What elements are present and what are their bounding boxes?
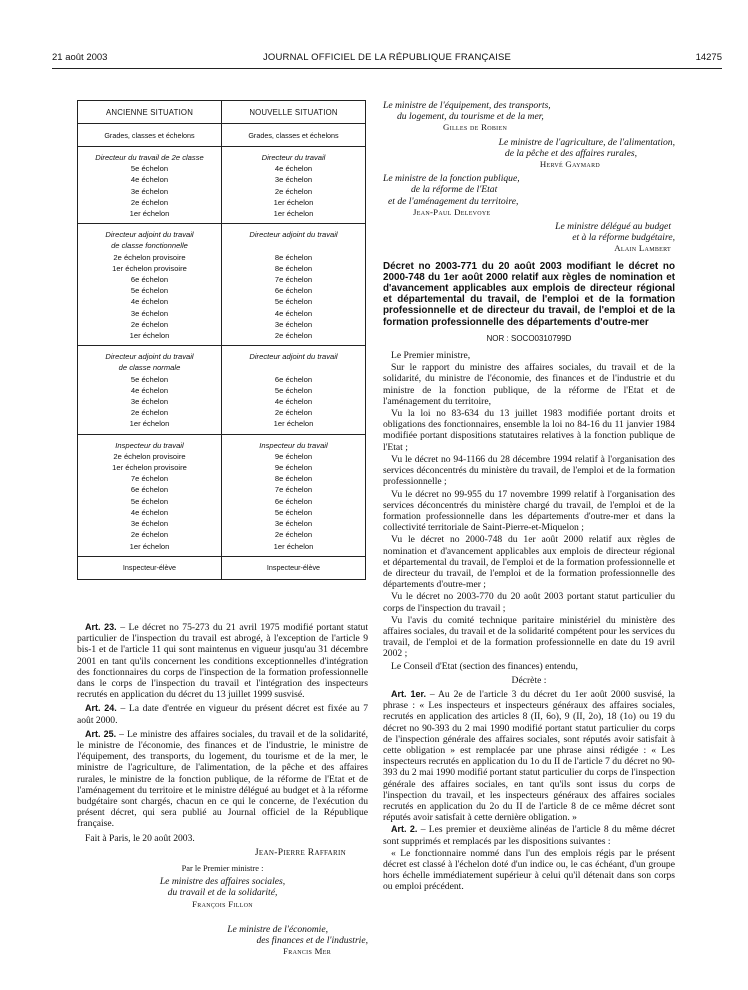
old-echelon: 1er échelon provisoire — [112, 263, 187, 273]
new-echelon: 5e échelon — [274, 507, 313, 517]
old-echelon: 2e échelon provisoire — [113, 252, 186, 262]
old-echelon: 7e échelon — [130, 474, 169, 484]
old-grade-cell — [78, 434, 222, 556]
old-grade-cell — [78, 346, 222, 434]
new-grade-title: Directeur adjoint du travail — [249, 230, 338, 240]
old-grade-title: Inspecteur du travail — [115, 440, 184, 450]
left-body-text — [77, 622, 368, 957]
premier-ministre-line: Le Premier ministre, — [391, 350, 471, 362]
minister-agriculture-title: Le ministre de l'agriculture, de l'alimentation, de la pêche et des affaires rurales, — [498, 136, 675, 159]
old-grade-cell — [78, 147, 222, 224]
new-echelon: 6e échelon — [274, 374, 313, 384]
signature-gaymard: Hervé Gaymard — [539, 159, 600, 170]
new-grade-cell — [222, 224, 366, 346]
new-echelon: 8e échelon — [274, 263, 313, 273]
minister-economy-title: Le ministre de l'économie, des finances et de l'industrie, — [227, 923, 368, 947]
new-echelon: 2e échelon — [274, 408, 313, 418]
signature-robien: Gilles de Robien — [443, 122, 508, 133]
new-echelon: 5e échelon — [274, 297, 313, 307]
header-date: 21 août 2003 — [52, 52, 108, 63]
old-echelon: 4e échelon — [130, 297, 169, 307]
new-echelon: 4e échelon — [274, 308, 313, 318]
old-grade-title-line2: de classe fonctionnelle — [111, 241, 188, 251]
old-echelon: 4e échelon — [130, 175, 169, 185]
article-25: Art. 25. – Le ministre des affaires sociales, du travail et de la solidarité, le ministre de l'économie, des finances et de l'industrie, le ministre de l'équipement, des transports, du logement, du tourisme et de la mer, le ministre de l'agriculture, de l'alimentation, de la pêche et des affaires rurales, le ministre de la fonction publique, de la réforme de l'Etat et de l'aménagement du territoire et le ministre délégué au budget et à la réforme budgétaire sont chargés, chacun en ce qui le concerne, de l'exécution du présent décret, qui sera publié au Journal officiel de la République française. — [77, 728, 368, 830]
table-header-row — [78, 101, 366, 124]
new-echelon: 4e échelon — [274, 397, 313, 407]
new-echelon: 1er échelon — [273, 209, 314, 219]
new-echelon: 3e échelon — [274, 175, 313, 185]
article-23: Art. 23. – Le décret no 75-273 du 21 avril 1975 modifié portant statut particulier de l'inspection du travail est abrogé, à l'exception de l'article 9 bis-1 et de l'article 11 qui sont maintenus en vigueur jusqu'au 31 décembre 2001 en tant qu'ils concernent les conditions exceptionnelles d'intégration des fonctionnaires du corps de l'inspection de la formation professionnelle dans le corps de l'inspection du travail et l'intégration des inspecteurs recrutés en application du décret du 13 juillet 1999 susvisé. — [77, 622, 368, 701]
article-24: Art. 24. – La date d'entrée en vigueur du présent décret est fixée au 7 août 2000. — [77, 703, 368, 726]
par-premier-ministre: Par le Premier ministre : — [181, 864, 264, 874]
page-header — [52, 52, 722, 66]
new-echelon: 7e échelon — [274, 275, 313, 285]
col2-subheader: Grades, classes et échelons — [222, 124, 366, 147]
new-echelon: 9e échelon — [274, 463, 313, 473]
new-grade-title: Directeur adjoint du travail — [249, 352, 338, 362]
table-row — [78, 346, 366, 434]
new-echelon: 2e échelon — [274, 530, 313, 540]
visa-paragraph: Vu la loi no 83-634 du 13 juillet 1983 modifiée portant droits et obligations des fonctionnaires, ensemble la loi no 84-16 du 11 janvier 1984 modifiée portant dispositions statutaires relatives à la fonction publique de l'Etat ; — [383, 408, 675, 453]
header-journal-title: JOURNAL OFFICIEL DE LA RÉPUBLIQUE FRANÇAISE — [262, 52, 512, 63]
old-echelon: 2e échelon provisoire — [113, 451, 186, 461]
table-subheader-row — [78, 124, 366, 147]
new-echelon: 6e échelon — [274, 496, 313, 506]
old-echelon: 5e échelon — [130, 374, 169, 384]
old-echelon: 2e échelon — [130, 197, 169, 207]
visa-paragraph: Vu le décret no 2003-770 du 20 août 2003 portant statut particulier du corps de l'inspection du travail ; — [383, 591, 675, 614]
new-echelon: 2e échelon — [274, 331, 313, 341]
new-echelon: 7e échelon — [274, 485, 313, 495]
old-echelon: 6e échelon — [130, 275, 169, 285]
fait-a-paris: Fait à Paris, le 20 août 2003. — [85, 832, 195, 844]
table-row — [78, 224, 366, 346]
col1-subheader: Grades, classes et échelons — [78, 124, 222, 147]
old-grade-title-line2: de classe normale — [118, 363, 181, 373]
new-echelon: 3e échelon — [274, 519, 313, 529]
new-echelon: 9e échelon — [274, 451, 313, 461]
new-grade-title: Directeur du travail — [261, 153, 326, 162]
new-echelon: 8e échelon — [274, 252, 313, 262]
old-echelon: 1er échelon — [129, 331, 170, 341]
new-echelon: 6e échelon — [274, 286, 313, 296]
decree-title: Décret no 2003-771 du 20 août 2003 modifiant le décret no 2000-748 du 1er août 2000 relatif aux règles de nomination et d'avancement applicables aux emplois de directeur régional et départemental du travail, de l'emploi et de la formation professionnelle et de directeur du travail, de l'emploi et de la formation professionnelle des départements d'outre-mer — [383, 260, 675, 328]
old-echelon: 2e échelon — [130, 530, 169, 540]
quoted-paragraph: « Le fonctionnaire nommé dans l'un des emplois régis par le présent décret est classé à l'échelon doté d'un indice ou, le cas échéant, d'un groupe hors échelle immédiatement supérieur à celui qu'il détenait dans son corps ou emploi précédent. — [383, 847, 675, 893]
new-grade-title: Inspecteur du travail — [259, 440, 328, 450]
old-echelon: 4e échelon — [130, 385, 169, 395]
minister-budget-title: Le ministre délégué au budget et à la réforme budgétaire, — [555, 221, 675, 244]
old-echelon: 5e échelon — [130, 496, 169, 506]
visa-paragraph: Le Conseil d'Etat (section des finances) entendu, — [391, 660, 578, 672]
article-2-label: Art. 2. — [391, 824, 418, 835]
old-grade-title: Directeur adjoint du travail — [105, 230, 194, 240]
article-1-label: Art. 1er. — [391, 688, 426, 699]
table-row — [78, 434, 366, 556]
article-23-label: Art. 23. — [85, 622, 117, 632]
old-echelon: 1er échelon — [129, 541, 170, 551]
header-page-number: 14275 — [695, 52, 722, 63]
new-echelon: 1er échelon — [273, 419, 314, 429]
article-25-label: Art. 25. — [85, 728, 117, 739]
old-grade-cell: Inspecteur-élève — [78, 556, 222, 579]
article-1: Art. 1er. – Au 2e de l'article 3 du décret du 1er août 2000 susvisé, la phrase : « Les inspecteurs et inspecteurs généraux des affaires sociales, recrutés en application des articles 8 (II, 6o), 9 (II, 2o), 18 (1o) ou 19 du décret no 90-393 du 2 mai 1990 modifié portant statut particulier du corps de l'inspection générale des affaires sociales, sont réputés avoir satisfait à cette obligation » est remplacée par une phrase ainsi rédigée : « Les inspecteurs recrutés en application du 1o du II de l'article 7 du décret no 90-393 du 2 mai 1990 modifié portant statut particulier du corps de l'inspection générale des affaires sociales, en tant qu'ils sont issus du corps de l'inspection du travail, et les inspecteurs généraux des affaires sociales recrutés en application du 2o du II de l'article 8 de ce même décret sont réputés avoir satisfait à cette dernière obligation. » — [383, 688, 675, 824]
signature-mer: Francis Mer — [283, 946, 331, 957]
old-grade-title: Directeur du travail de 2e classe — [95, 153, 204, 162]
table-row — [78, 556, 366, 579]
visa-paragraph: Vu l'avis du comité technique paritaire ministériel du ministère des affaires sociales, du travail et de la solidarité compétent pour les services du travail, de l'emploi et de la formation professionnelle en date du 19 avril 2002 ; — [383, 614, 675, 660]
new-echelon: 8e échelon — [274, 474, 313, 484]
new-echelon: 1er échelon — [273, 197, 314, 207]
old-grade-title: Directeur adjoint du travail — [105, 352, 194, 362]
new-echelon: 5e échelon — [274, 385, 313, 395]
old-echelon: 3e échelon — [130, 519, 169, 529]
header-rule — [52, 68, 722, 69]
minister-equipment-title: Le ministre de l'équipement, des transports, du logement, du tourisme et de la mer, — [383, 100, 551, 123]
old-echelon: 1er échelon provisoire — [112, 463, 187, 473]
old-echelon: 6e échelon — [130, 485, 169, 495]
old-echelon: 4e échelon — [130, 507, 169, 517]
minister-social-affairs-title: Le ministre des affaires sociales, du travail et de la solidarité, — [159, 876, 286, 899]
right-column — [383, 100, 675, 894]
signature-prime-minister: Jean-Pierre Raffarin — [254, 846, 346, 858]
article-24-label: Art. 24. — [85, 703, 117, 714]
signature-fillon: François Fillon — [192, 898, 253, 909]
visa-paragraph: Vu le décret no 94-1166 du 28 décembre 1994 relatif à l'organisation des services déconcentrés du ministère du travail, de l'emploi et de la formation professionnelle ; — [383, 453, 675, 488]
new-grade-cell — [222, 434, 366, 556]
decrete-line: Décrète : — [511, 674, 547, 686]
new-grade-cell: Inspecteur-élève — [222, 556, 366, 579]
nor-reference: NOR : SOCO0310799D — [486, 333, 572, 343]
minister-public-service-title: Le ministre de la fonction publique, de la réforme de l'Etat et de l'aménagement du territoire, — [383, 173, 520, 207]
col2-header: NOUVELLE SITUATION — [222, 101, 366, 124]
situation-table — [77, 100, 366, 580]
old-echelon: 3e échelon — [130, 397, 169, 407]
visa-paragraph: Vu le décret no 99-955 du 17 novembre 1999 relatif à l'organisation des services déconcentrés du ministère chargé du travail, de l'emploi et de la formation professionnelle dans les départements d'outre-mer et dans la collectivité territoriale de Saint-Pierre-et-Miquelon ; — [383, 488, 675, 534]
new-echelon: 1er échelon — [273, 541, 314, 551]
old-echelon: 1er échelon — [129, 419, 170, 429]
old-echelon: 5e échelon — [130, 164, 169, 174]
new-echelon: 3e échelon — [274, 319, 313, 329]
new-echelon: 2e échelon — [274, 186, 313, 196]
old-echelon: 1er échelon — [129, 209, 170, 219]
new-echelon: 4e échelon — [274, 164, 313, 174]
old-echelon: 2e échelon — [130, 408, 169, 418]
old-echelon: 5e échelon — [130, 286, 169, 296]
col1-header: ANCIENNE SITUATION — [78, 101, 222, 124]
new-grade-cell — [222, 147, 366, 224]
old-echelon: 2e échelon — [130, 319, 169, 329]
article-2: Art. 2. – Les premier et deuxième alinéas de l'article 8 du même décret sont supprimés et remplacés par les dispositions suivantes : — [383, 824, 675, 847]
table-row — [78, 147, 366, 224]
signature-lambert: Alain Lambert — [614, 243, 671, 254]
new-grade-cell — [222, 346, 366, 434]
visa-paragraph: Sur le rapport du ministre des affaires sociales, du travail et de la solidarité, du ministre de l'économie, des finances et de l'industrie et du ministre de la fonction publique, de la réforme de l'Etat et de l'aménagement du territoire, — [383, 362, 675, 407]
old-grade-cell — [78, 224, 222, 346]
old-echelon: 3e échelon — [130, 186, 169, 196]
signature-delevoye: Jean-Paul Delevoye — [413, 206, 491, 217]
visa-paragraph: Vu le décret no 2000-748 du 1er août 2000 relatif aux règles de nomination et d'avancement applicables aux emplois de directeur régional et départemental du travail, de l'emploi et de la formation professionnelle et de directeur du travail, de l'emploi et de la formation professionnelle des départements d'outre-mer ; — [383, 534, 675, 591]
old-echelon: 3e échelon — [130, 308, 169, 318]
